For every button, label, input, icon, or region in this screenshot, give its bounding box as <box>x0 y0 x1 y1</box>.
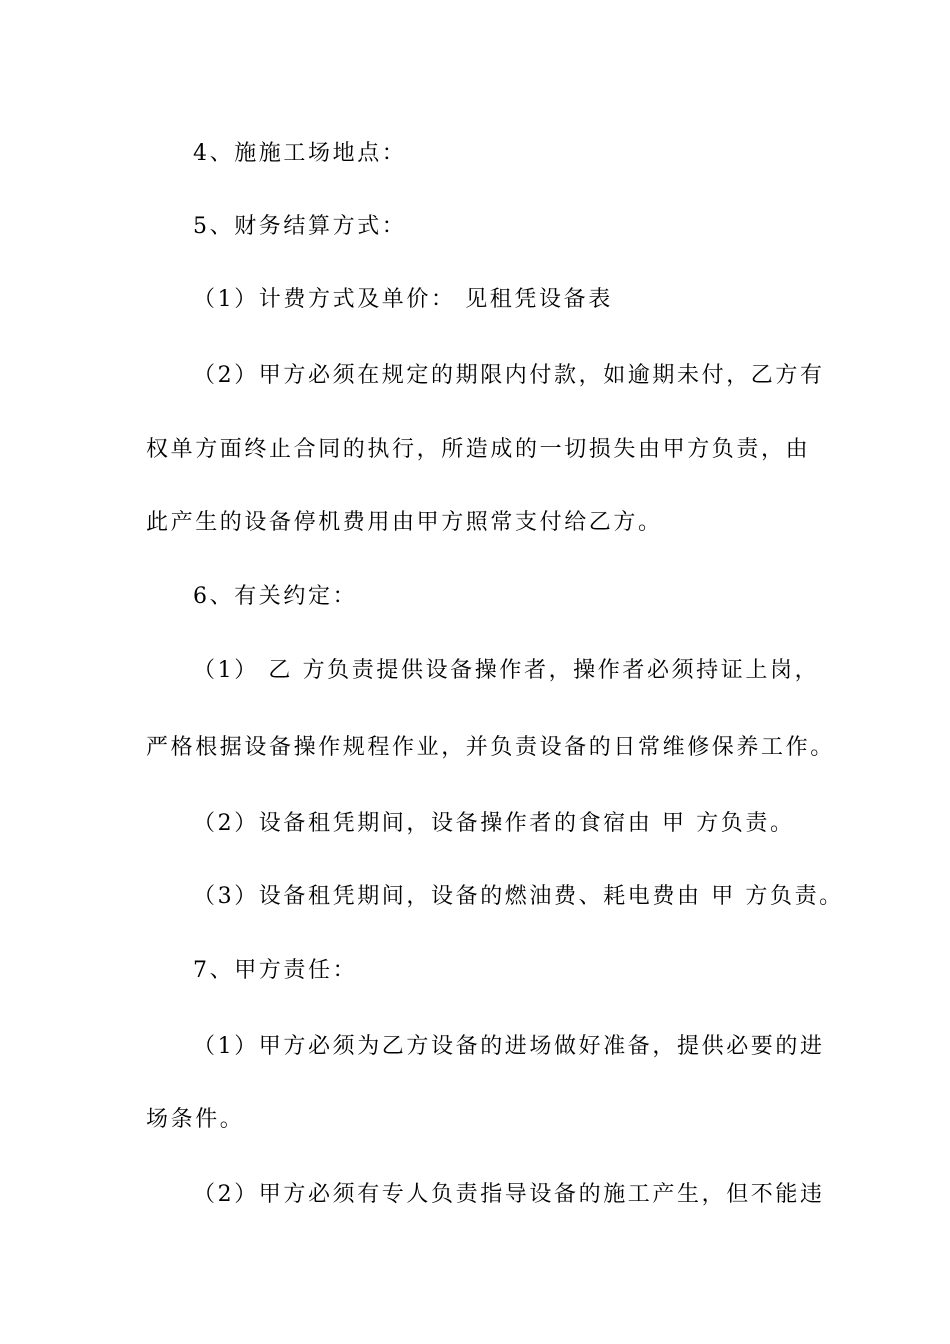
clause-5-2-line-2: 权单方面终止合同的执行，所造成的一切损失由甲方负责，由 <box>146 437 811 462</box>
clause-5-2-line-3: 此产生的设备停机费用由甲方照常支付给乙方。 <box>146 510 663 535</box>
clause-7-2-line-1: （2）甲方必须有专人负责指导设备的施工产生，但不能违 <box>193 1182 825 1207</box>
clause-7-1-line-2: 场条件。 <box>146 1107 245 1132</box>
clause-7-party-a-responsibility: 7、甲方责任： <box>193 958 358 983</box>
clause-6-3: （3）设备租凭期间，设备的燃油费、耗电费由 甲 方负责。 <box>193 884 844 909</box>
clause-5-payment-method: 5、财务结算方式： <box>193 214 407 239</box>
clause-7-1-line-1: （1）甲方必须为乙方设备的进场做好准备，提供必要的进 <box>193 1034 825 1059</box>
clause-6-agreements: 6、有关约定： <box>193 584 358 609</box>
clause-5-2-line-1: （2）甲方必须在规定的期限内付款，如逾期未付，乙方有 <box>193 363 825 388</box>
clause-5-1-pricing: （1）计费方式及单价： 见租凭设备表 <box>193 287 613 312</box>
clause-6-2: （2）设备租凭期间，设备操作者的食宿由 甲 方负责。 <box>193 811 795 836</box>
clause-6-1-line-1: （1） 乙 方负责提供设备操作者，操作者必须持证上岗， <box>193 658 820 683</box>
clause-4-construction-site: 4、施施工场地点： <box>193 141 407 166</box>
clause-6-1-line-2: 严格根据设备操作规程作业，并负责设备的日常维修保养工作。 <box>146 735 835 760</box>
